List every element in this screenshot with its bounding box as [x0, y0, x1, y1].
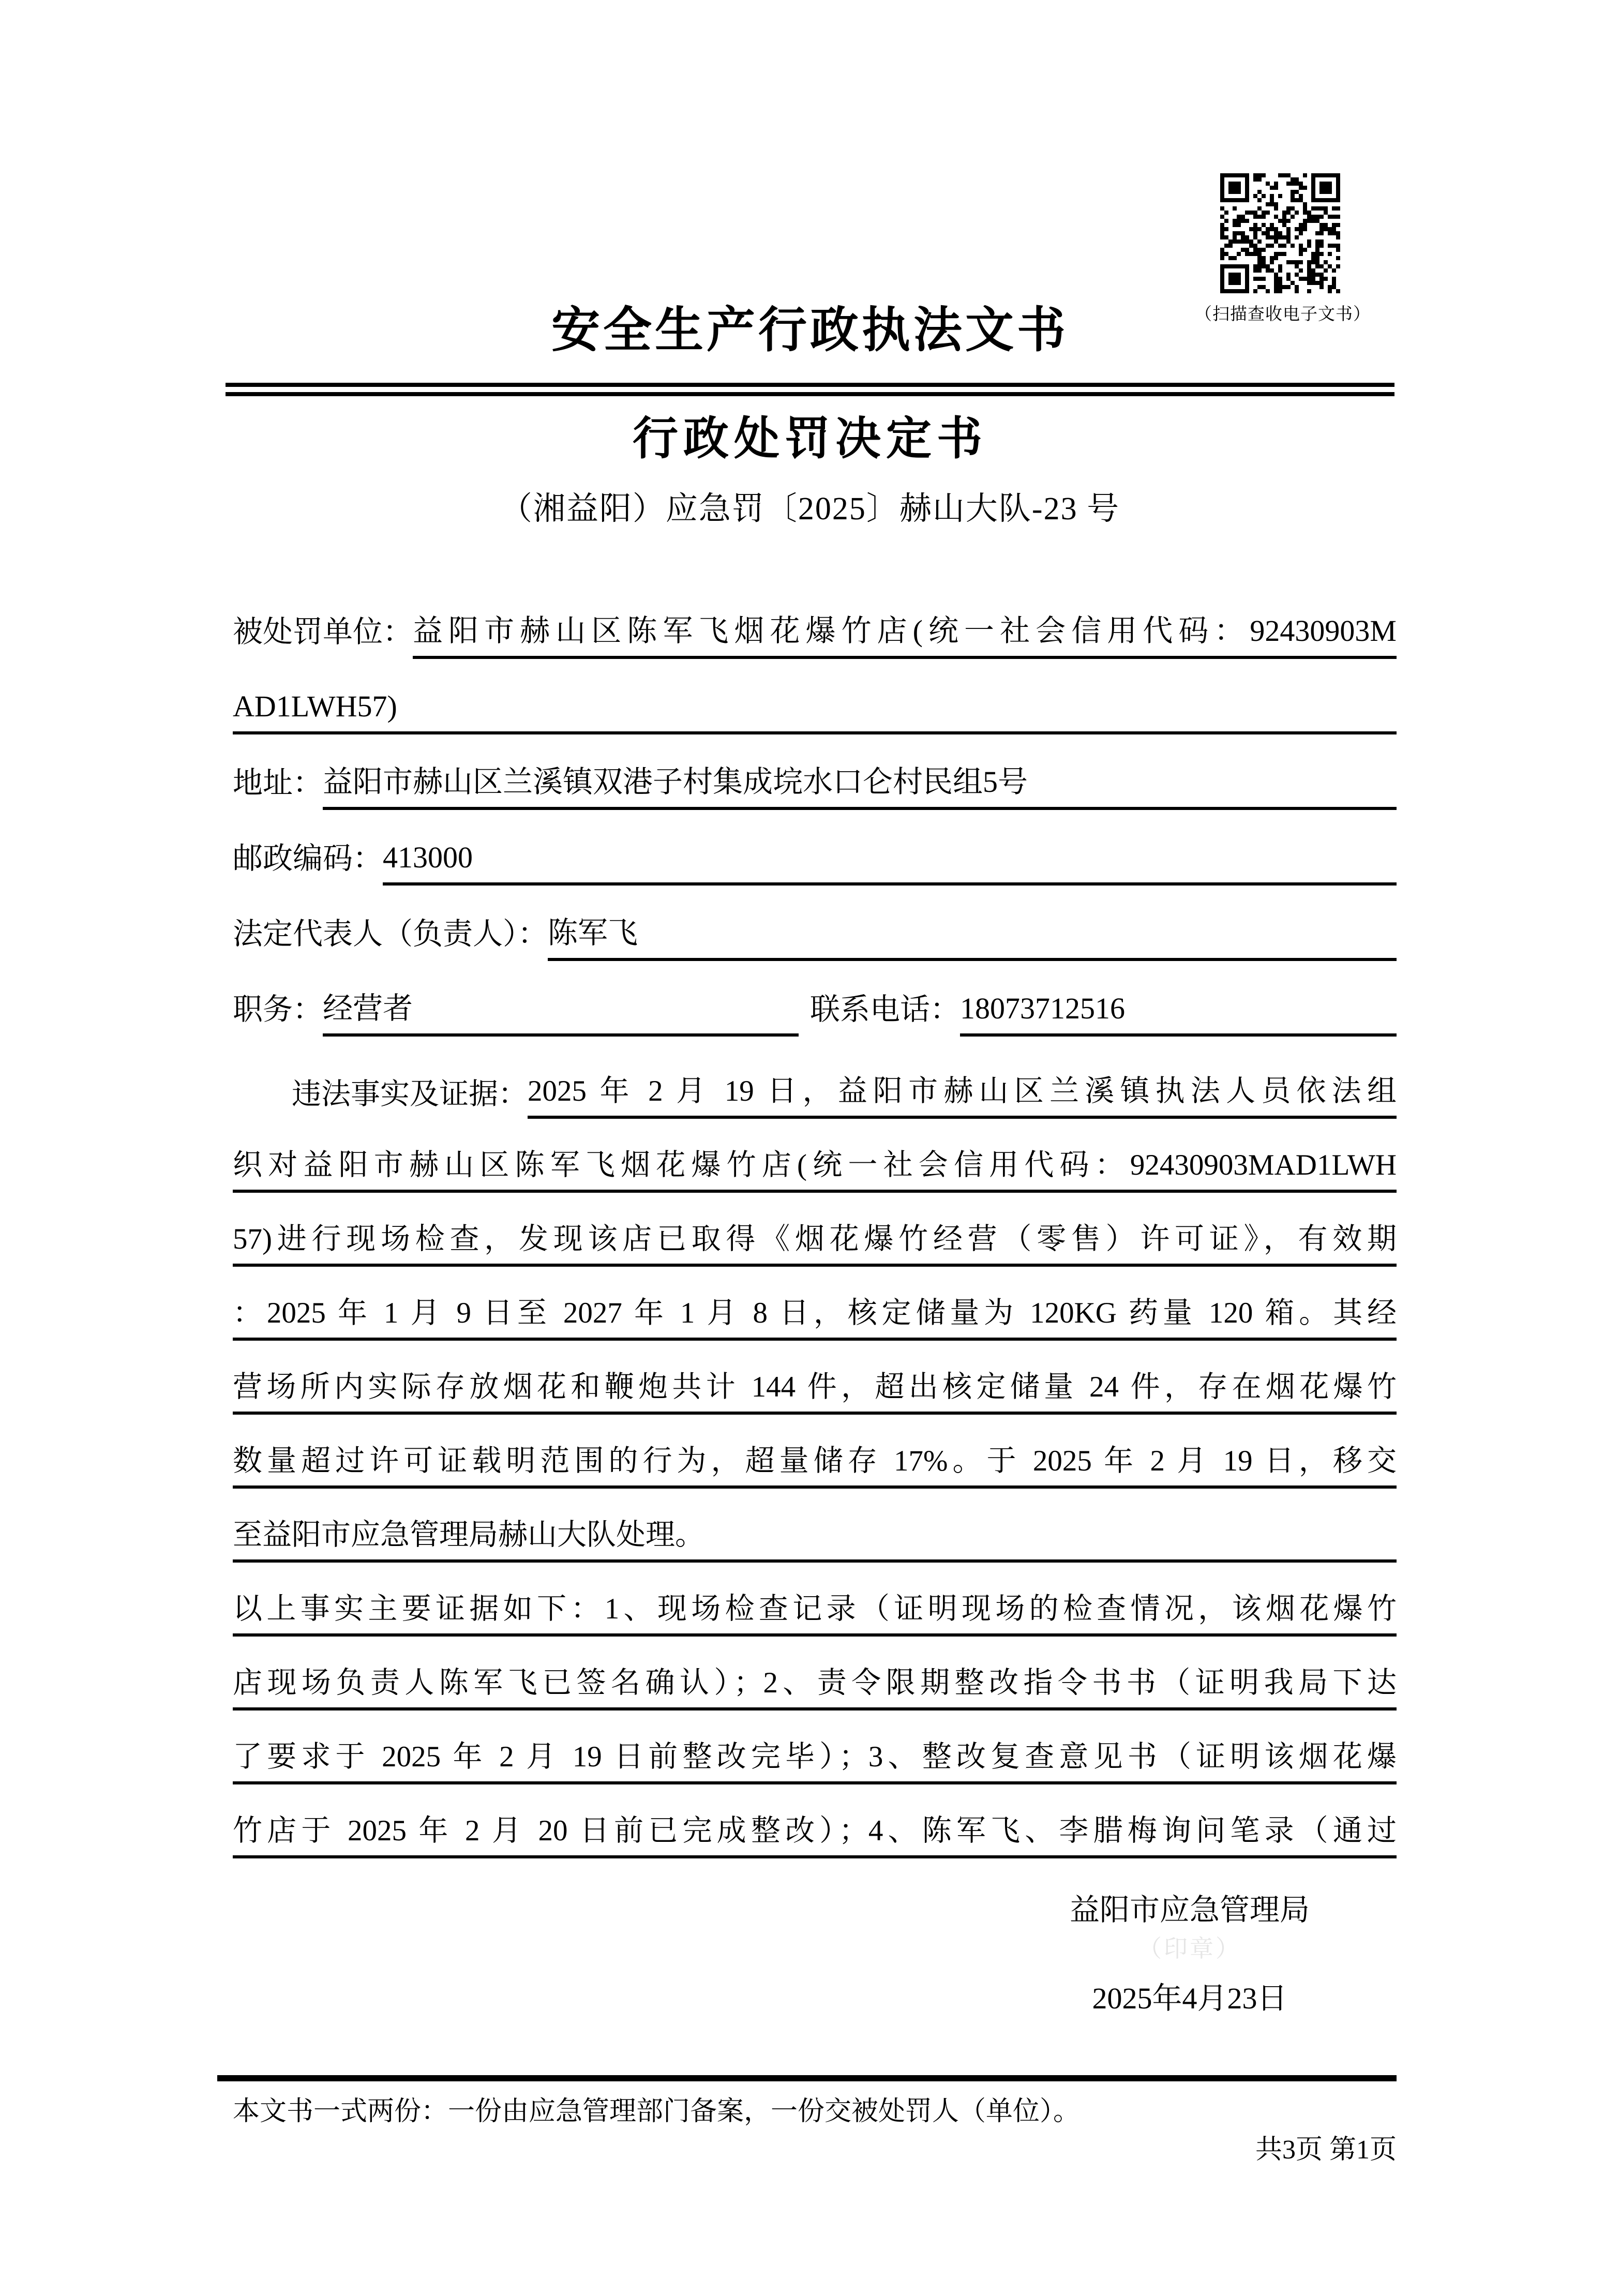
postcode-value: 413000: [383, 841, 1397, 886]
position-value: 经营者: [323, 992, 799, 1037]
position-phone-row: [233, 961, 1397, 1037]
facts-line-text: 至益阳市应急管理局赫山大队处理。: [233, 1519, 704, 1552]
evidence-line-text: 店现场负责人陈军飞已签名确认）；2、责令限期整改指令书书（证明我局下达: [233, 1667, 1397, 1700]
punished-unit-row: [233, 583, 1397, 659]
facts-line: [233, 1193, 1397, 1267]
facts-label: 违法事实及证据：: [292, 1078, 528, 1111]
issue-date: 2025年4月23日: [1092, 1981, 1287, 2015]
form-fields: [233, 583, 1397, 1037]
issuing-agency: 益阳市应急管理局: [1069, 1893, 1310, 1927]
footer-rule: [217, 2075, 1397, 2081]
evidence-line-text: 竹店于 2025 年 2 月 20 日前已完成整改）；4、陈军飞、李腊梅询问笔录（通过: [233, 1814, 1397, 1848]
legal-rep-value: 陈军飞: [548, 916, 1397, 961]
doc-number: （湘益阳）应急罚〔2025〕赫山大队-23 号: [500, 491, 1120, 527]
phone-label: 联系电话：: [810, 993, 961, 1027]
evidence-line: [233, 1563, 1397, 1637]
rule-bar-bottom: [226, 392, 1394, 396]
header-double-rule: [226, 383, 1394, 396]
facts-line: [233, 1415, 1397, 1489]
facts-line-text: 营场所内实际存放烟花和鞭炮共计 144 件，超出核定储量 24 件，存在烟花爆竹: [233, 1371, 1397, 1404]
address-row: [233, 734, 1397, 810]
qr-code-icon: [1220, 173, 1340, 293]
address-label: 地址：: [233, 766, 323, 800]
qr-block: [1195, 173, 1371, 325]
facts-line-text: ：2025 年 1 月 9 日至 2027 年 1 月 8 日，核定储量为 120KG 药量 120 箱。其经: [233, 1297, 1397, 1330]
evidence-line: [233, 1784, 1397, 1858]
facts-line: [233, 1489, 1397, 1563]
facts-line-text: 57)进行现场检查，发现该店已取得《烟花爆竹经营（零售）许可证》，有效期: [233, 1223, 1397, 1256]
evidence-line: [233, 1637, 1397, 1710]
postcode-label: 邮政编码：: [233, 842, 383, 876]
phone-value: 18073712516: [960, 992, 1397, 1037]
facts-line: [233, 1267, 1397, 1341]
doc-title: 行政处罚决定书: [632, 414, 987, 464]
punished-unit-value: 益阳市赫山区陈军飞烟花爆竹店(统一社会信用代码：92430903M: [413, 614, 1397, 659]
evidence-line: [233, 1710, 1397, 1784]
punished-unit-value-continued: AD1LWH57): [233, 689, 1397, 734]
address-value: 益阳市赫山区兰溪镇双港子村集成垸水口仑村民组5号: [323, 765, 1397, 810]
evidence-line-text: 以上事实主要证据如下：1、现场检查记录（证明现场的检查情况，该烟花爆竹: [233, 1593, 1397, 1626]
doc-set-title: 安全生产行政执法文书: [551, 304, 1069, 357]
signature-block: [983, 1892, 1397, 2016]
evidence-line-text: 了要求于 2025 年 2 月 19 日前整改完毕）；3、整改复查意见书（证明该烟花爆: [233, 1740, 1397, 1774]
facts-first-line: [233, 1045, 1397, 1119]
punished-unit-row-continued: [233, 659, 1397, 734]
facts-first-line-value: 2025 年 2 月 19 日，益阳市赫山区兰溪镇执法人员依法组: [528, 1074, 1397, 1119]
position-label: 职务：: [233, 993, 323, 1027]
facts-paragraph: [233, 1045, 1397, 1858]
facts-line: [233, 1341, 1397, 1415]
punished-unit-label: 被处罚单位：: [233, 615, 413, 649]
facts-line: [233, 1119, 1397, 1193]
footer-note: 本文书一式两份：一份由应急管理部门备案，一份交被处罚人（单位）。: [233, 2097, 1081, 2126]
seal-placeholder: （印章）: [1138, 1935, 1241, 1962]
postcode-row: [233, 810, 1397, 886]
rule-bar-top: [226, 383, 1394, 387]
page-indicator: 共3页 第1页: [1255, 2135, 1397, 2165]
facts-line-text: 织对益阳市赫山区陈军飞烟花爆竹店(统一社会信用代码：92430903MAD1LWH: [233, 1149, 1397, 1182]
legal-rep-label: 法定代表人（负责人）：: [233, 917, 548, 951]
facts-line-text: 数量超过许可证载明范围的行为，超量储存 17%。于 2025 年 2 月 19 日，移交: [233, 1445, 1397, 1478]
legal-rep-row: [233, 886, 1397, 961]
qr-caption: （扫描查收电子文书）: [1195, 305, 1371, 324]
